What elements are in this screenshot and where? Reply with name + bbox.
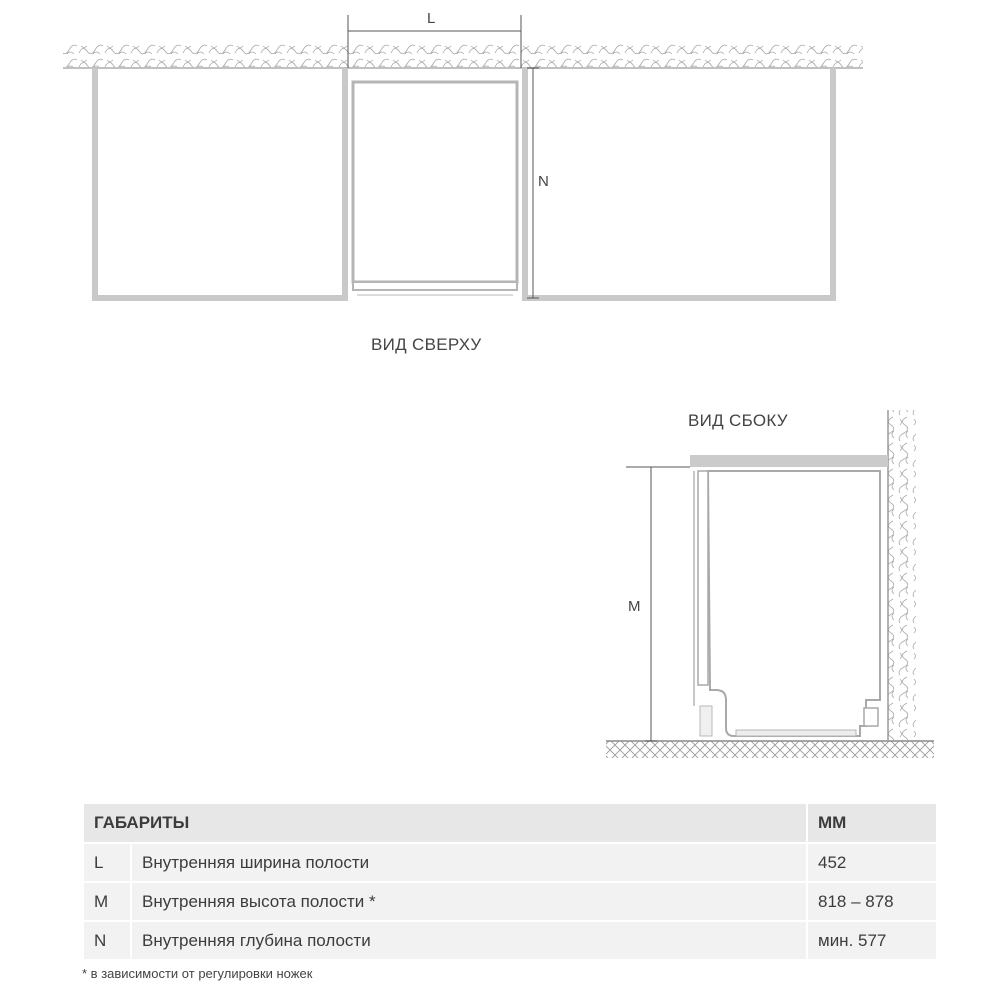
- appliance-side-body: [708, 471, 880, 736]
- dim-m-label: M: [628, 598, 641, 615]
- top-view: [63, 10, 863, 298]
- front-foot: [736, 730, 856, 736]
- row-label: Внутренняя глубина полости: [131, 921, 807, 960]
- table-header-row: [83, 803, 937, 843]
- rear-foot: [864, 708, 878, 726]
- row-label: Внутренняя ширина полости: [131, 843, 807, 882]
- top-view-caption: ВИД СВЕРХУ: [371, 335, 482, 354]
- row-value: 818 – 878: [807, 882, 937, 921]
- dim-n-label: N: [538, 173, 549, 190]
- table-row: [83, 921, 937, 960]
- plinth: [700, 706, 712, 736]
- dim-l-label: L: [427, 10, 436, 27]
- right-cabinet: [525, 68, 833, 298]
- table-row: [83, 843, 937, 882]
- appliance-door: [353, 282, 517, 290]
- table-row: [83, 882, 937, 921]
- floor: [606, 741, 934, 758]
- appliance-top: [353, 82, 517, 282]
- row-code: L: [83, 843, 131, 882]
- row-code: N: [83, 921, 131, 960]
- side-countertop: [690, 455, 888, 467]
- row-code: M: [83, 882, 131, 921]
- side-view-caption: ВИД СБОКУ: [688, 411, 788, 430]
- footnote: * в зависимости от регулировки ножек: [82, 966, 313, 981]
- appliance-side-door: [698, 471, 708, 685]
- table-header-unit: ММ: [807, 803, 937, 843]
- row-value: мин. 577: [807, 921, 937, 960]
- side-view: [606, 410, 934, 758]
- left-cabinet: [95, 68, 345, 298]
- wall: [888, 410, 916, 740]
- row-value: 452: [807, 843, 937, 882]
- countertop: [63, 42, 863, 68]
- row-label: Внутренняя высота полости *: [131, 882, 807, 921]
- dimensions-table: [82, 802, 938, 961]
- table-header-name: ГАБАРИТЫ: [83, 803, 807, 843]
